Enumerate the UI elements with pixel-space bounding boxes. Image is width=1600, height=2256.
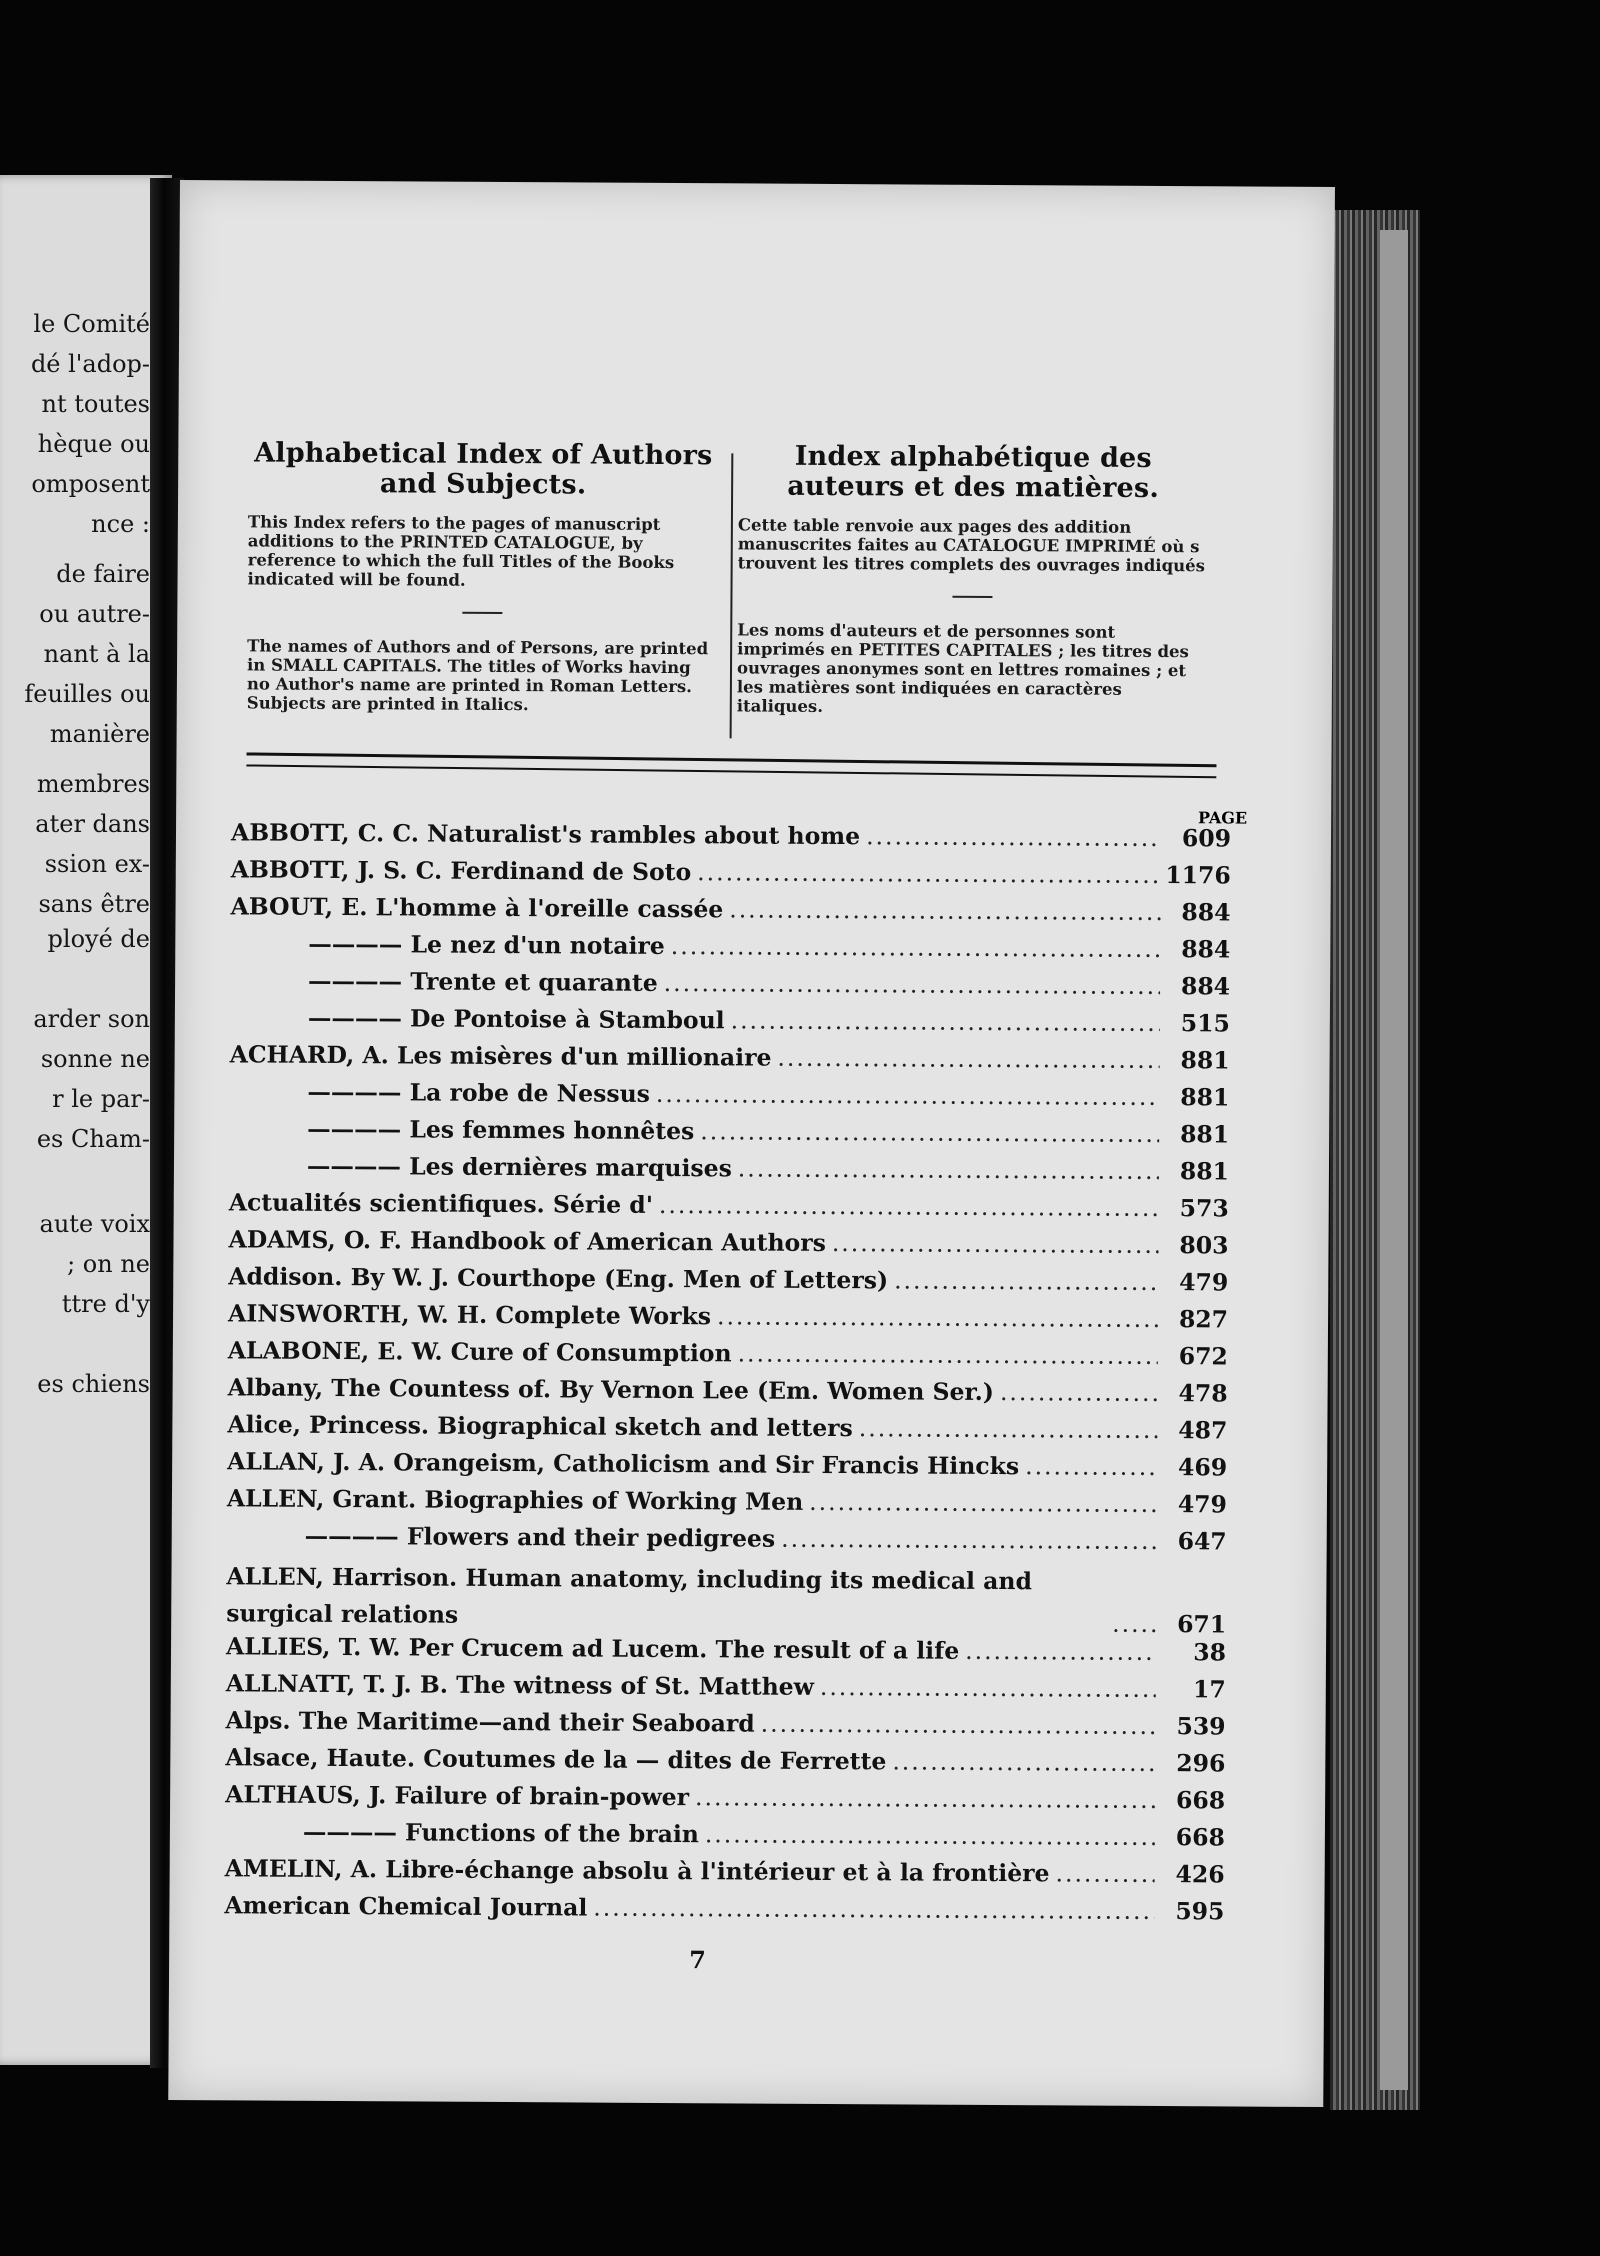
entry-text: ———— Le nez d'un notaire (308, 929, 665, 960)
dot-leader (892, 1747, 1155, 1777)
left-page-text-fragment: dé l'adop- (30, 350, 150, 378)
dot-leader (717, 1302, 1158, 1333)
entry-page-number: 1176 (1165, 861, 1231, 890)
left-page-text-fragment: sonne ne (40, 1045, 150, 1073)
short-rule (952, 596, 992, 598)
entry-page-number: 38 (1193, 1638, 1227, 1667)
entry-page-number: 573 (1179, 1194, 1229, 1223)
entry-text: ALLEN, Grant. Biographies of Working Men (226, 1484, 804, 1516)
index-entry (227, 1410, 1227, 1453)
legend-english: The names of Authors and of Persons, are printed in SMALL CAPITALS. The titles of Works having no Author's name are printed in Roman Letters. Subjects are printed in Italics. (246, 636, 709, 715)
left-page-text-fragment: ttre d'y (61, 1290, 150, 1318)
dot-leader (729, 895, 1160, 926)
dot-leader (777, 1044, 1159, 1074)
dot-leader (894, 1266, 1158, 1296)
entry-page-number: 478 (1178, 1379, 1228, 1408)
entry-text: Actualités scientifiques. Série d' (228, 1188, 654, 1219)
entry-page-number: 479 (1179, 1268, 1229, 1297)
entry-page-number: 671 (1177, 1610, 1227, 1639)
index-entry (226, 1669, 1226, 1712)
entry-text: Albany, The Countess of. By Vernon Lee (Em. Women Ser.) (227, 1373, 995, 1406)
dot-leader (738, 1154, 1159, 1185)
entry-text: ADAMS, O. F. Handbook of American Authors (228, 1225, 826, 1257)
left-page-text-fragment: hèque ou (37, 430, 150, 458)
entry-text: ALLNATT, T. J. B. The witness of St. Matthew (225, 1669, 815, 1701)
index-entry (230, 1003, 1230, 1046)
left-page-text-fragment: nt toutes (41, 390, 150, 418)
entry-text: ———— De Pontoise à Stamboul (307, 1003, 725, 1035)
entry-page-number: 17 (1193, 1675, 1226, 1704)
entry-text: ———— Flowers and their pedigrees (304, 1521, 776, 1553)
dot-leader (659, 1191, 1159, 1222)
entry-page-number: 479 (1177, 1490, 1228, 1519)
entry-page-number: 426 (1175, 1860, 1225, 1889)
entry-text: ALLIES, T. W. Per Crucem ad Lucem. The result of a life (225, 1632, 960, 1665)
dot-leader (859, 1414, 1158, 1444)
header-english (247, 438, 719, 715)
left-page-text-fragment: aute voix (39, 1210, 150, 1238)
dot-leader (593, 1894, 1154, 1925)
dot-leader (1025, 1452, 1157, 1481)
entry-text: ACHARD, A. Les misères d'un millionaire (229, 1040, 772, 1072)
index-entry (230, 892, 1230, 935)
entry-text: ———— Trente et quarante (308, 966, 658, 997)
page-edges-inner (1380, 230, 1408, 2090)
left-page-text-fragment: es chiens (37, 1370, 150, 1398)
dot-leader (809, 1488, 1157, 1518)
entry-page-number: 827 (1178, 1305, 1229, 1334)
index-entries (224, 808, 1248, 1934)
index-entry (231, 818, 1231, 861)
index-entry (227, 1373, 1227, 1416)
entry-text: Alps. The Maritime—and their Seaboard (225, 1706, 755, 1738)
dot-leader (705, 1820, 1155, 1851)
dot-leader (695, 1783, 1155, 1814)
entry-text: ALLEN, Harrison. Human anatomy, including its medical and surgical relations (226, 1562, 1033, 1629)
entry-text: ALABONE, E. W. Cure of Consumption (227, 1336, 732, 1368)
index-entry (225, 1817, 1225, 1860)
left-page-text-fragment: manière (49, 720, 150, 748)
entry-text: Alice, Princess. Biographical sketch and letters (227, 1410, 853, 1443)
entry-page-number: 881 (1180, 1046, 1230, 1075)
dot-leader (1000, 1378, 1158, 1407)
short-rule (462, 612, 502, 614)
left-page-text-fragment: ater dans (35, 810, 150, 838)
index-entry (228, 1262, 1228, 1305)
dot-leader (738, 1339, 1158, 1370)
left-page-text-fragment: ployé de (47, 925, 150, 953)
legend-french: Les noms d'auteurs et de personnes sont imprimés en PETITES CAPITALES ; les titres des ouvrages anonymes sont en lettres romaines ; et les matières sont indiquées en caractères italiques. (736, 620, 1189, 716)
left-page-text-fragment: es Cham- (36, 1125, 150, 1153)
index-entry (228, 1299, 1228, 1342)
entry-text: ———— Les femmes honnêtes (307, 1114, 695, 1146)
left-page-text-fragment: ; on ne (67, 1250, 150, 1278)
dot-leader (1112, 1610, 1156, 1638)
left-page-text-fragment: ssion ex- (44, 850, 150, 878)
entry-text: ALTHAUS, J. Failure of brain-power (225, 1780, 690, 1812)
entry-page-number: 881 (1180, 1083, 1230, 1112)
intro-english: This Index refers to the pages of manuscript additions to the PRINTED CATALOGUE, by reference to which the full Titles of the Books indicated will be found. (247, 512, 675, 590)
left-page-text-fragment: le Comité (33, 310, 150, 338)
dot-leader (866, 822, 1161, 852)
entry-page-number: 803 (1179, 1231, 1229, 1260)
entry-text: ———— La robe de Nessus (307, 1077, 651, 1108)
index-entry (226, 1558, 1226, 1638)
index-entry (225, 1854, 1225, 1897)
entry-page-number: 881 (1179, 1157, 1230, 1186)
index-entry (225, 1780, 1225, 1823)
dot-leader (781, 1525, 1157, 1555)
left-page-text-fragment: nant à la (43, 640, 150, 668)
index-entry (228, 1225, 1228, 1268)
index-entry (228, 1336, 1228, 1379)
left-page-text-fragment: sans être (38, 890, 150, 918)
entry-page-number: 296 (1176, 1749, 1226, 1778)
index-entry (230, 929, 1230, 972)
index-entry (227, 1521, 1227, 1564)
left-page-text-fragment: omposent (31, 470, 150, 498)
index-entry (226, 1632, 1226, 1675)
entry-text: Addison. By W. J. Courthope (Eng. Men of Letters) (228, 1262, 889, 1295)
entry-text: ABOUT, E. L'homme à l'oreille cassée (230, 892, 724, 924)
dot-leader (965, 1637, 1156, 1666)
entry-text: ———— Les dernières marquises (306, 1151, 732, 1183)
left-page-text-fragment: nce : (91, 510, 150, 538)
entry-text: ABBOTT, J. S. C. Ferdinand de Soto (230, 855, 692, 887)
entry-text: American Chemical Journal (224, 1891, 588, 1922)
dot-leader (700, 1117, 1159, 1148)
entry-text: ———— Functions of the brain (302, 1817, 699, 1849)
facing-left-page (0, 175, 172, 2065)
entry-page-number: 487 (1178, 1416, 1228, 1445)
entry-page-number: 469 (1178, 1453, 1228, 1482)
page-column-label: PAGE (1197, 808, 1248, 828)
left-page-text-fragment: membres (36, 770, 150, 798)
dot-leader (664, 969, 1161, 1000)
entry-page-number: 672 (1178, 1342, 1228, 1371)
entry-page-number: 668 (1175, 1823, 1225, 1852)
index-entry (229, 1114, 1229, 1157)
left-page-text-fragment: ou autre- (39, 600, 150, 628)
entry-page-number: 884 (1180, 972, 1231, 1001)
entry-text: Alsace, Haute. Coutumes de la — dites de Ferrette (225, 1743, 887, 1776)
index-entry (225, 1743, 1225, 1786)
entry-page-number: 884 (1181, 935, 1231, 964)
entry-text: AMELIN, A. Libre-échange absolu à l'intérieur et à la frontière (224, 1854, 1050, 1888)
index-entry (227, 1484, 1227, 1527)
entry-page-number: 884 (1181, 898, 1231, 927)
entry-text: ABBOTT, C. C. Naturalist's rambles about home (230, 818, 861, 851)
title-english: Alphabetical Index of Authors and Subjects. (254, 437, 713, 501)
dot-leader (656, 1080, 1160, 1111)
entry-page-number: 539 (1176, 1712, 1226, 1741)
left-page-text-fragment: de faire (56, 560, 150, 588)
dot-leader (1055, 1859, 1154, 1888)
entry-page-number: 609 (1181, 824, 1232, 853)
index-entry (229, 1151, 1229, 1194)
index-page (168, 180, 1335, 2107)
entry-text: ALLAN, J. A. Orangeism, Catholicism and Sir Francis Hincks (227, 1447, 1020, 1481)
entry-page-number: 668 (1175, 1786, 1226, 1815)
index-entry (231, 855, 1231, 898)
index-entry (229, 1188, 1229, 1231)
index-entry (224, 1891, 1224, 1934)
dot-leader (820, 1673, 1156, 1703)
entry-page-number: 595 (1175, 1897, 1225, 1926)
dot-leader (761, 1710, 1156, 1740)
dot-leader (671, 932, 1161, 963)
entry-page-number: 515 (1180, 1009, 1230, 1038)
intro-french: Cette table renvoie aux pages des addition manuscrites faites au CATALOGUE IMPRIMÉ où s trouvent les titres complets des ouvrages indiqués (737, 515, 1206, 576)
left-page-text-fragment: r le par- (52, 1085, 150, 1113)
dot-leader (731, 1006, 1160, 1037)
dot-leader (832, 1229, 1159, 1259)
entry-text: AINSWORTH, W. H. Complete Works (227, 1299, 712, 1331)
column-divider (730, 453, 734, 738)
index-entry (227, 1447, 1227, 1490)
entry-page-number: 881 (1180, 1120, 1230, 1149)
index-entry (229, 1077, 1229, 1120)
left-page-text-fragment: arder son (33, 1005, 150, 1033)
left-page-text-fragment: feuilles ou (24, 680, 150, 708)
entry-page-number: 647 (1177, 1527, 1227, 1556)
index-entry (230, 966, 1230, 1009)
dot-leader (697, 858, 1159, 889)
index-entry (230, 1040, 1230, 1083)
double-rule (246, 752, 1216, 778)
header-french (737, 441, 1209, 718)
title-french: Index alphabétique des auteurs et des matières. (787, 440, 1160, 504)
index-entry (225, 1706, 1225, 1749)
page-number: 7 (689, 1945, 706, 1975)
